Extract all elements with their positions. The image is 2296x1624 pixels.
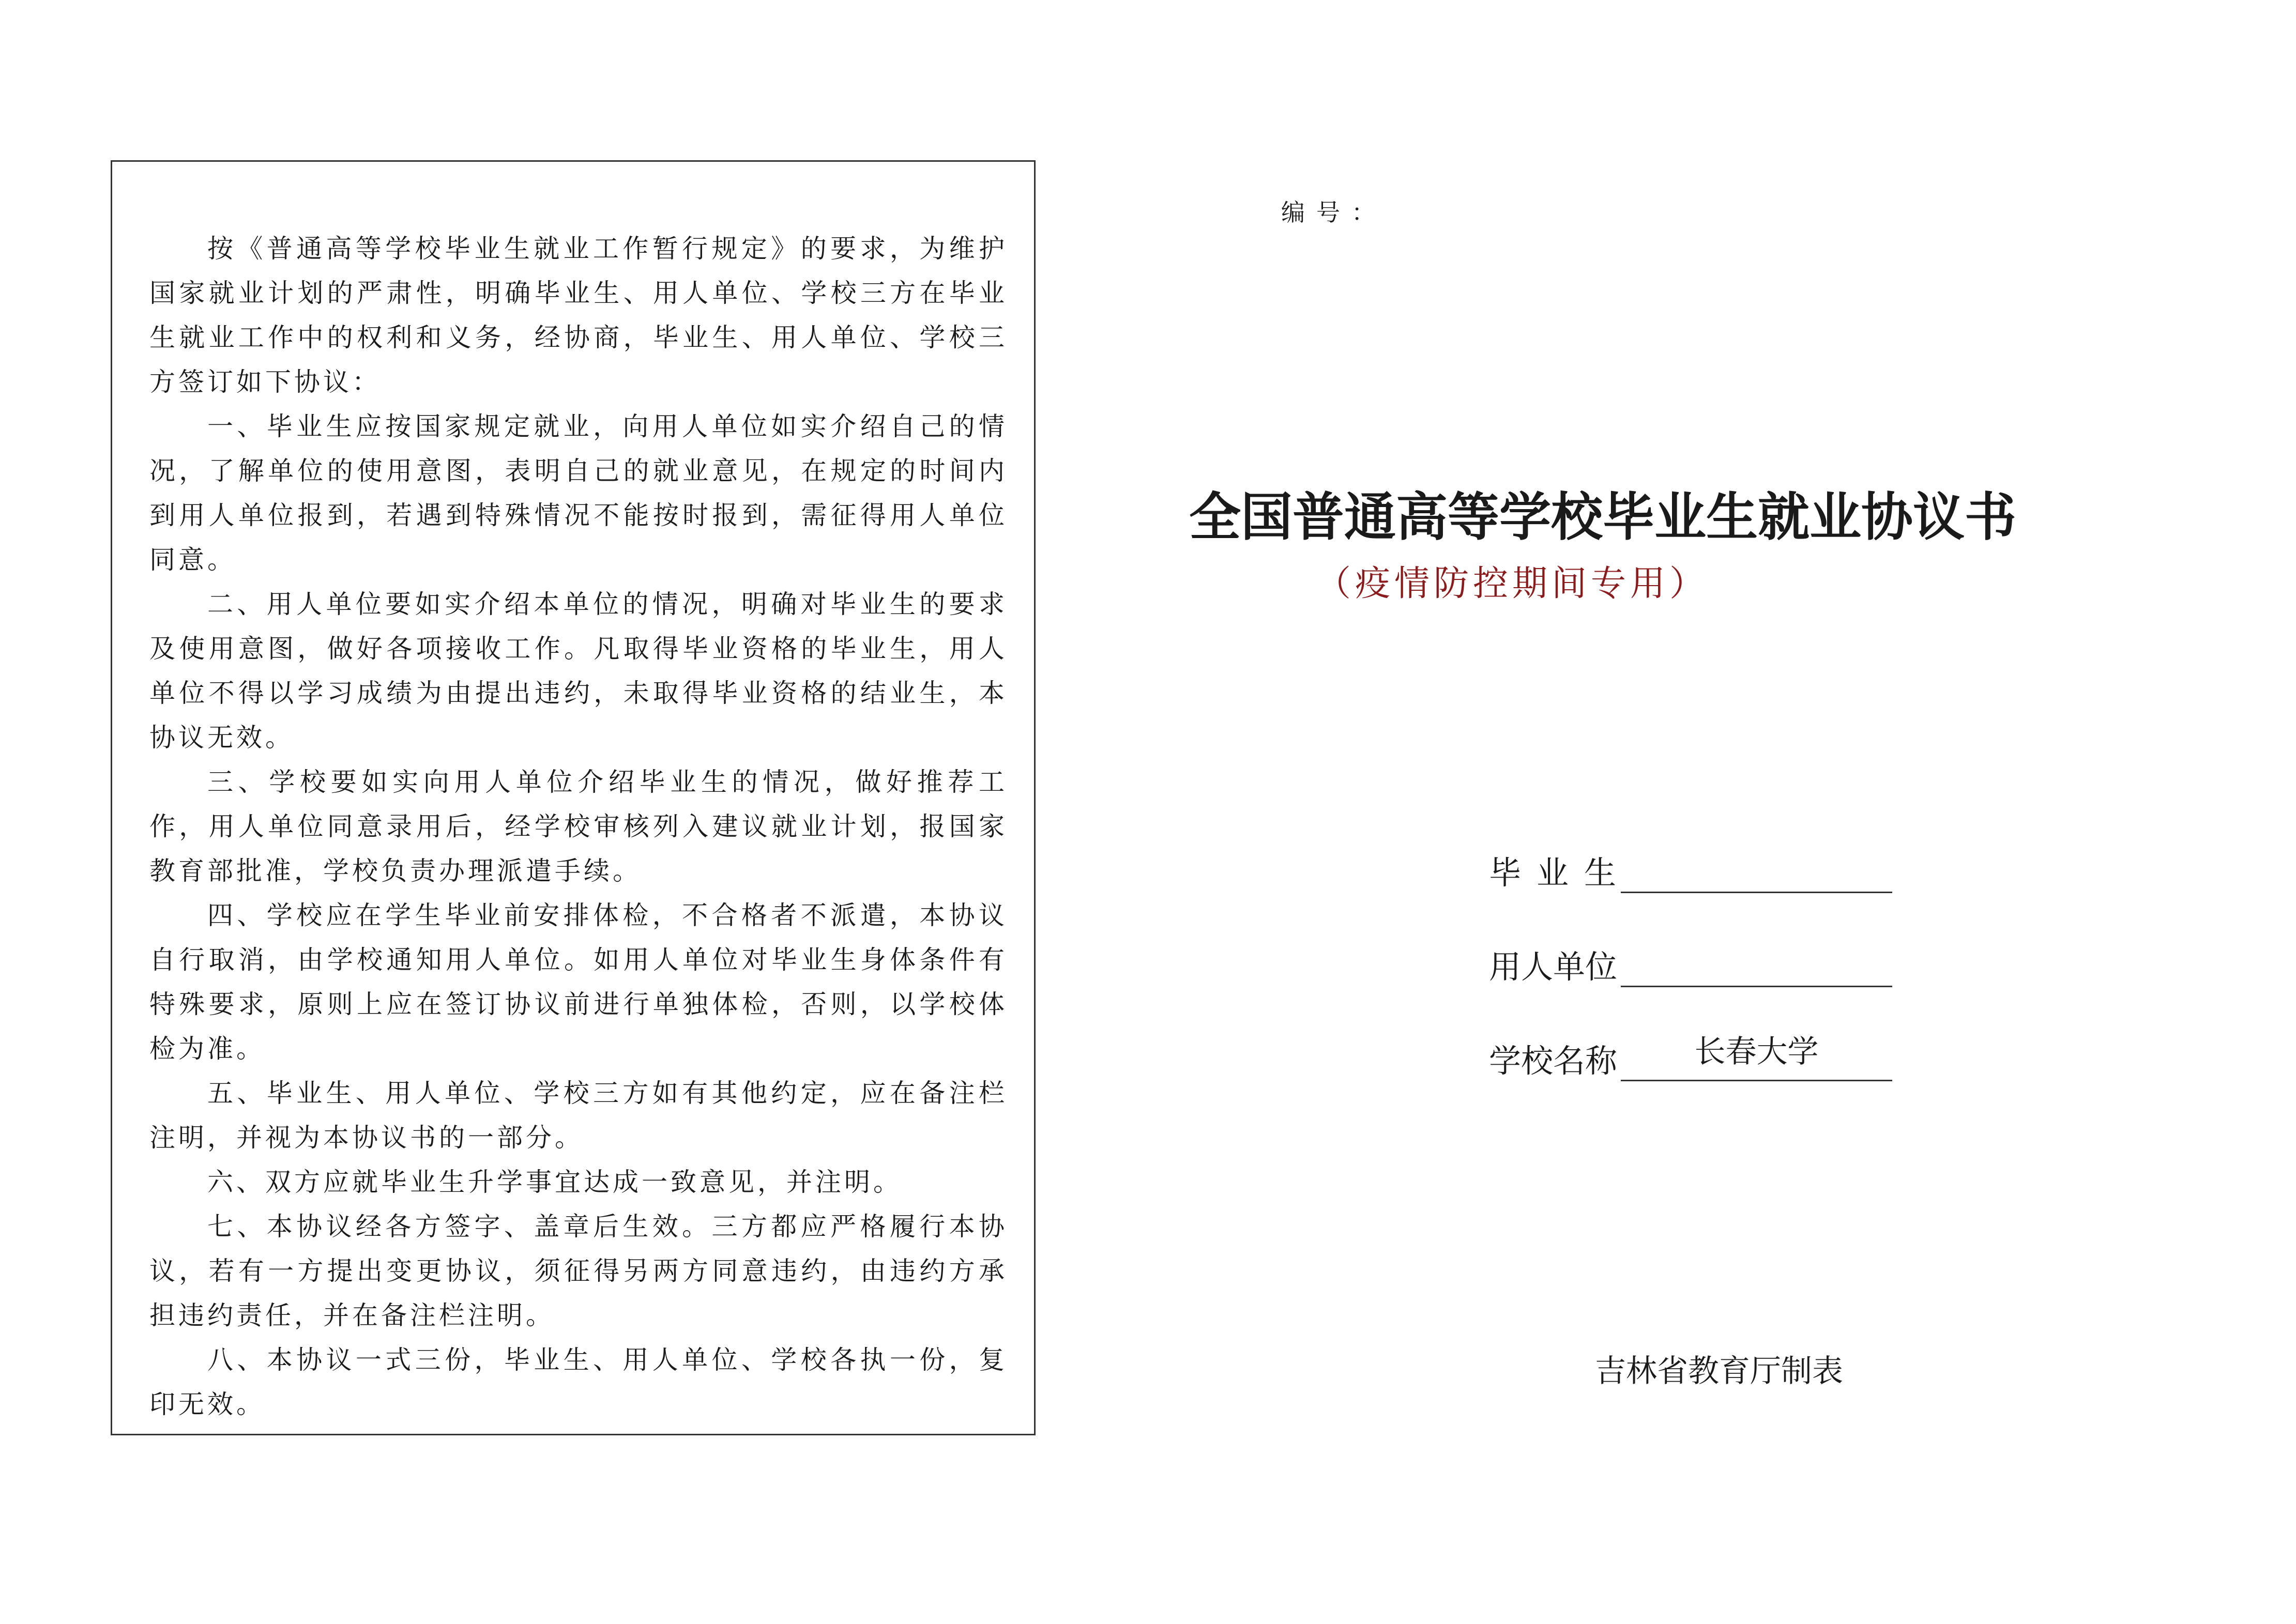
terms-clause-4: 四、学校应在学生毕业前安排体检，不合格者不派遣，本协议自行取消，由学校通知用人单位。如用人单位对毕业生身体条件有特殊要求，原则上应在签订协议前进行单独体检，否则，以学校体检为准。	[149, 900, 1008, 1064]
school-label: 学校名称	[1489, 1042, 1618, 1080]
cover-title: 全国普通高等学校毕业生就业协议书	[1189, 486, 2016, 547]
graduate-label: 毕业生	[1489, 854, 1632, 892]
serial-number-label: 编号：	[1281, 198, 1387, 226]
terms-clause-1: 一、毕业生应按国家规定就业，向用人单位如实介绍自己的情况，了解单位的使用意图，表明自己的就业意见，在规定的时间内到用人单位报到，若遇到特殊情况不能按时报到，需征得用人单位同意。	[149, 411, 1008, 575]
agreement-terms-text	[149, 226, 1008, 1427]
issuer-label: 吉林省教育厅制表	[1595, 1353, 1843, 1389]
terms-clause-7: 七、本协议经各方签字、盖章后生效。三方都应严格履行本协议，若有一方提出变更协议，须征得另两方同意违约，由违约方承担违约责任，并在备注栏注明。	[149, 1212, 1008, 1330]
graduate-input-line[interactable]	[1621, 850, 1892, 893]
terms-clause-3: 三、学校要如实向用人单位介绍毕业生的情况，做好推荐工作，用人单位同意录用后，经学校审核列入建议就业计划，报国家教育部批准，学校负责办理派遣手续。	[149, 767, 1008, 886]
cover-subtitle: （疫情防控期间专用）	[1315, 563, 1709, 604]
school-field[interactable]	[1489, 1036, 1954, 1087]
employer-label: 用人单位	[1489, 948, 1618, 986]
terms-clause-8: 八、本协议一式三份，毕业生、用人单位、学校各执一份，复印无效。	[149, 1345, 1008, 1419]
school-value: 长春大学	[1694, 1034, 1819, 1070]
school-input-line[interactable]	[1621, 1034, 1892, 1081]
terms-clause-6: 六、双方应就毕业生升学事宜达成一致意见，并注明。	[207, 1167, 902, 1197]
terms-clause-5: 五、毕业生、用人单位、学校三方如有其他约定，应在备注栏注明，并视为本协议书的一部分。	[149, 1078, 1008, 1153]
graduate-field[interactable]	[1489, 848, 1954, 899]
employer-input-line[interactable]	[1621, 944, 1892, 987]
agreement-terms-box	[111, 160, 1036, 1435]
employer-field[interactable]	[1489, 942, 1954, 993]
terms-preamble: 按《普通高等学校毕业生就业工作暂行规定》的要求，为维护国家就业计划的严肃性，明确毕业生、用人单位、学校三方在毕业生就业工作中的权利和义务，经协商，毕业生、用人单位、学校三方签订如下协议：	[149, 234, 1008, 397]
terms-clause-2: 二、用人单位要如实介绍本单位的情况，明确对毕业生的要求及使用意图，做好各项接收工作。凡取得毕业资格的毕业生，用人单位不得以学习成绩为由提出违约，未取得毕业资格的结业生，本协议无效。	[149, 589, 1008, 753]
